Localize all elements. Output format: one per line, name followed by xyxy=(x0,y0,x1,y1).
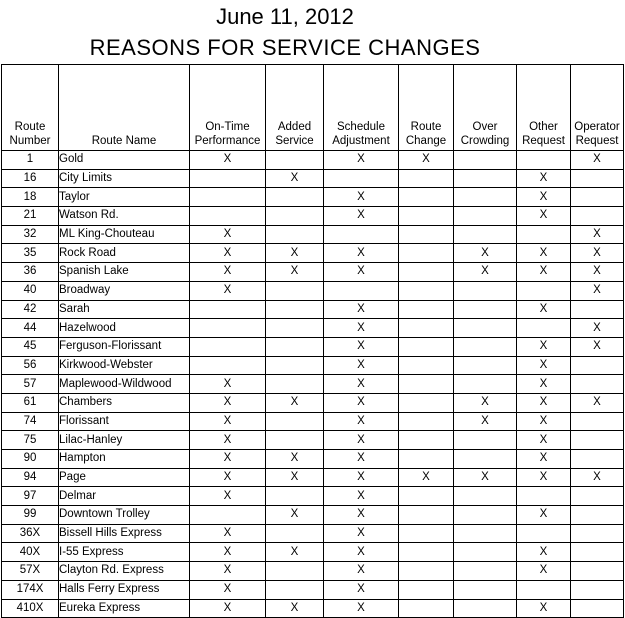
reason-mark-cell xyxy=(190,169,266,188)
reason-mark-cell xyxy=(454,337,517,356)
reason-mark-cell xyxy=(399,263,454,282)
reason-mark-cell xyxy=(399,487,454,506)
reason-mark-cell xyxy=(399,580,454,599)
reason-mark-cell: X xyxy=(190,225,266,244)
header-added-service: Added Service xyxy=(266,65,324,151)
reason-mark-cell: X xyxy=(454,468,517,487)
reason-mark-cell: X xyxy=(324,188,399,207)
reason-mark-cell xyxy=(571,169,624,188)
reason-mark-cell: X xyxy=(517,244,571,263)
route-name-cell: Ferguson-Florissant xyxy=(59,337,190,356)
route-number-cell: 42 xyxy=(2,300,59,319)
reason-mark-cell: X xyxy=(324,412,399,431)
table-row xyxy=(2,151,624,170)
reason-mark-cell xyxy=(454,524,517,543)
reason-mark-cell: X xyxy=(517,188,571,207)
table-row xyxy=(2,225,624,244)
route-name-cell: Spanish Lake xyxy=(59,263,190,282)
table-row xyxy=(2,393,624,412)
route-number-cell: 40 xyxy=(2,281,59,300)
reason-mark-cell xyxy=(324,281,399,300)
reason-mark-cell xyxy=(571,562,624,581)
route-number-cell: 45 xyxy=(2,337,59,356)
reason-mark-cell: X xyxy=(324,319,399,338)
reason-mark-cell: X xyxy=(517,506,571,525)
reason-mark-cell xyxy=(399,450,454,469)
reason-mark-cell: X xyxy=(517,412,571,431)
reason-mark-cell: X xyxy=(517,562,571,581)
reason-mark-cell xyxy=(454,375,517,394)
reason-mark-cell xyxy=(399,169,454,188)
route-number-cell: 36X xyxy=(2,524,59,543)
table-row xyxy=(2,244,624,263)
table-row xyxy=(2,356,624,375)
reason-mark-cell: X xyxy=(517,356,571,375)
header-row xyxy=(2,65,624,151)
reason-mark-cell: X xyxy=(266,169,324,188)
table-row xyxy=(2,562,624,581)
reason-mark-cell: X xyxy=(571,151,624,170)
reason-mark-cell xyxy=(571,207,624,226)
route-number-cell: 1 xyxy=(2,151,59,170)
reason-mark-cell xyxy=(517,580,571,599)
reason-mark-cell xyxy=(399,506,454,525)
reason-mark-cell xyxy=(399,412,454,431)
route-name-cell: Kirkwood-Webster xyxy=(59,356,190,375)
reason-mark-cell xyxy=(571,431,624,450)
table-body xyxy=(2,151,624,618)
reason-mark-cell xyxy=(399,281,454,300)
reason-mark-cell: X xyxy=(190,450,266,469)
reason-mark-cell xyxy=(266,225,324,244)
reason-mark-cell: X xyxy=(190,281,266,300)
reason-mark-cell: X xyxy=(517,393,571,412)
reason-mark-cell: X xyxy=(571,225,624,244)
reason-mark-cell: X xyxy=(324,300,399,319)
route-name-cell: Lilac-Hanley xyxy=(59,431,190,450)
reason-mark-cell xyxy=(454,151,517,170)
reason-mark-cell xyxy=(517,225,571,244)
reason-mark-cell: X xyxy=(517,450,571,469)
route-number-cell: 94 xyxy=(2,468,59,487)
reason-mark-cell: X xyxy=(571,468,624,487)
reason-mark-cell: X xyxy=(190,524,266,543)
reason-mark-cell: X xyxy=(517,599,571,618)
reason-mark-cell xyxy=(266,431,324,450)
header-on-time-performance: On-Time Performance xyxy=(190,65,266,151)
reason-mark-cell xyxy=(324,225,399,244)
reason-mark-cell: X xyxy=(399,468,454,487)
route-number-cell: 18 xyxy=(2,188,59,207)
table-row xyxy=(2,281,624,300)
header-other-request: Other Request xyxy=(517,65,571,151)
reason-mark-cell: X xyxy=(571,393,624,412)
table-row xyxy=(2,599,624,618)
reason-mark-cell xyxy=(399,225,454,244)
route-number-cell: 56 xyxy=(2,356,59,375)
table-row xyxy=(2,337,624,356)
reason-mark-cell: X xyxy=(517,169,571,188)
route-name-cell: Page xyxy=(59,468,190,487)
reason-mark-cell xyxy=(517,487,571,506)
reason-mark-cell xyxy=(454,225,517,244)
reason-mark-cell xyxy=(399,319,454,338)
reason-mark-cell xyxy=(571,188,624,207)
reason-mark-cell xyxy=(399,562,454,581)
reason-mark-cell xyxy=(399,300,454,319)
reason-mark-cell xyxy=(454,450,517,469)
reason-mark-cell: X xyxy=(571,337,624,356)
reason-mark-cell xyxy=(517,319,571,338)
reason-mark-cell: X xyxy=(324,375,399,394)
reason-mark-cell xyxy=(454,580,517,599)
reason-mark-cell: X xyxy=(324,207,399,226)
reason-mark-cell xyxy=(190,188,266,207)
table-row xyxy=(2,412,624,431)
route-name-cell: Florissant xyxy=(59,412,190,431)
reason-mark-cell xyxy=(517,151,571,170)
route-number-cell: 74 xyxy=(2,412,59,431)
reason-mark-cell: X xyxy=(571,281,624,300)
reason-mark-cell: X xyxy=(454,244,517,263)
header-route-name: Route Name xyxy=(59,65,190,151)
reason-mark-cell xyxy=(399,543,454,562)
reason-mark-cell: X xyxy=(324,506,399,525)
reason-mark-cell xyxy=(399,356,454,375)
table-row xyxy=(2,319,624,338)
route-number-cell: 75 xyxy=(2,431,59,450)
reason-mark-cell xyxy=(266,337,324,356)
reason-mark-cell xyxy=(399,599,454,618)
reason-mark-cell: X xyxy=(190,599,266,618)
document-title: REASONS FOR SERVICE CHANGES xyxy=(89,35,481,60)
table-row xyxy=(2,263,624,282)
document-date: June 11, 2012 xyxy=(216,4,354,29)
reason-mark-cell xyxy=(399,375,454,394)
reason-mark-cell xyxy=(454,300,517,319)
reason-mark-cell xyxy=(266,300,324,319)
reason-mark-cell xyxy=(517,281,571,300)
table-row xyxy=(2,468,624,487)
reason-mark-cell: X xyxy=(190,543,266,562)
reason-mark-cell: X xyxy=(324,356,399,375)
reason-mark-cell: X xyxy=(190,580,266,599)
reason-mark-cell: X xyxy=(324,543,399,562)
reason-mark-cell xyxy=(571,599,624,618)
reason-mark-cell: X xyxy=(190,375,266,394)
route-name-cell: Hampton xyxy=(59,450,190,469)
reason-mark-cell: X xyxy=(190,244,266,263)
reason-mark-cell xyxy=(454,169,517,188)
reason-mark-cell xyxy=(266,356,324,375)
reason-mark-cell: X xyxy=(517,375,571,394)
table-row xyxy=(2,487,624,506)
reason-mark-cell: X xyxy=(324,244,399,263)
reason-mark-cell xyxy=(266,281,324,300)
reason-mark-cell: X xyxy=(324,450,399,469)
reason-mark-cell: X xyxy=(324,580,399,599)
reason-mark-cell xyxy=(266,412,324,431)
route-number-cell: 57 xyxy=(2,375,59,394)
reason-mark-cell xyxy=(190,300,266,319)
table-row xyxy=(2,450,624,469)
reason-mark-cell: X xyxy=(571,263,624,282)
reason-mark-cell: X xyxy=(517,468,571,487)
reason-mark-cell xyxy=(190,207,266,226)
reason-mark-cell xyxy=(190,356,266,375)
reason-mark-cell xyxy=(399,207,454,226)
reason-mark-cell xyxy=(399,244,454,263)
reason-mark-cell xyxy=(454,487,517,506)
reason-mark-cell: X xyxy=(324,151,399,170)
reason-mark-cell: X xyxy=(190,393,266,412)
reason-mark-cell: X xyxy=(324,468,399,487)
reason-mark-cell: X xyxy=(266,393,324,412)
reason-mark-cell xyxy=(571,412,624,431)
route-name-cell: Taylor xyxy=(59,188,190,207)
reason-mark-cell xyxy=(266,207,324,226)
route-number-cell: 410X xyxy=(2,599,59,618)
reason-mark-cell xyxy=(571,356,624,375)
reason-mark-cell: X xyxy=(266,244,324,263)
reason-mark-cell: X xyxy=(266,450,324,469)
route-name-cell: Hazelwood xyxy=(59,319,190,338)
reason-mark-cell: X xyxy=(266,506,324,525)
table-row xyxy=(2,169,624,188)
header-route-change: Route Change xyxy=(399,65,454,151)
reason-mark-cell: X xyxy=(266,599,324,618)
reason-mark-cell xyxy=(266,151,324,170)
reason-mark-cell xyxy=(571,543,624,562)
route-number-cell: 35 xyxy=(2,244,59,263)
table-row xyxy=(2,580,624,599)
route-number-cell: 61 xyxy=(2,393,59,412)
reason-mark-cell xyxy=(454,356,517,375)
route-number-cell: 57X xyxy=(2,562,59,581)
reason-mark-cell xyxy=(399,337,454,356)
table-row xyxy=(2,375,624,394)
reason-mark-cell: X xyxy=(190,487,266,506)
reason-mark-cell xyxy=(454,562,517,581)
header-schedule-adjustment: Schedule Adjustment xyxy=(324,65,399,151)
service-changes-table xyxy=(1,64,624,618)
reason-mark-cell: X xyxy=(324,393,399,412)
reason-mark-cell xyxy=(399,393,454,412)
reason-mark-cell xyxy=(266,319,324,338)
reason-mark-cell xyxy=(266,524,324,543)
reason-mark-cell: X xyxy=(266,263,324,282)
reason-mark-cell: X xyxy=(190,431,266,450)
route-name-cell: Broadway xyxy=(59,281,190,300)
route-name-cell: Chambers xyxy=(59,393,190,412)
reason-mark-cell: X xyxy=(454,412,517,431)
route-number-cell: 32 xyxy=(2,225,59,244)
header-operator-request: Operator Request xyxy=(571,65,624,151)
route-name-cell: Clayton Rd. Express xyxy=(59,562,190,581)
reason-mark-cell xyxy=(190,337,266,356)
reason-mark-cell: X xyxy=(571,319,624,338)
table-row xyxy=(2,207,624,226)
reason-mark-cell xyxy=(454,431,517,450)
route-name-cell: Delmar xyxy=(59,487,190,506)
reason-mark-cell xyxy=(454,319,517,338)
reason-mark-cell xyxy=(571,375,624,394)
route-name-cell: ML King-Chouteau xyxy=(59,225,190,244)
table-row xyxy=(2,506,624,525)
reason-mark-cell xyxy=(454,543,517,562)
reason-mark-cell xyxy=(571,300,624,319)
route-name-cell: Eureka Express xyxy=(59,599,190,618)
reason-mark-cell: X xyxy=(517,300,571,319)
reason-mark-cell: X xyxy=(266,468,324,487)
route-name-cell: City Limits xyxy=(59,169,190,188)
reason-mark-cell xyxy=(266,375,324,394)
reason-mark-cell: X xyxy=(190,562,266,581)
route-number-cell: 40X xyxy=(2,543,59,562)
reason-mark-cell xyxy=(190,319,266,338)
table-row xyxy=(2,300,624,319)
route-name-cell: Gold xyxy=(59,151,190,170)
route-name-cell: Maplewood-Wildwood xyxy=(59,375,190,394)
reason-mark-cell xyxy=(266,580,324,599)
route-number-cell: 174X xyxy=(2,580,59,599)
route-number-cell: 90 xyxy=(2,450,59,469)
reason-mark-cell xyxy=(454,207,517,226)
reason-mark-cell xyxy=(399,188,454,207)
route-number-cell: 21 xyxy=(2,207,59,226)
reason-mark-cell xyxy=(324,169,399,188)
header-route-number: Route Number xyxy=(2,65,59,151)
route-name-cell: Rock Road xyxy=(59,244,190,263)
reason-mark-cell xyxy=(399,524,454,543)
reason-mark-cell: X xyxy=(324,562,399,581)
route-number-cell: 36 xyxy=(2,263,59,282)
reason-mark-cell: X xyxy=(517,543,571,562)
table-row xyxy=(2,431,624,450)
reason-mark-cell xyxy=(266,562,324,581)
route-name-cell: Watson Rd. xyxy=(59,207,190,226)
reason-mark-cell xyxy=(454,506,517,525)
reason-mark-cell xyxy=(266,487,324,506)
reason-mark-cell: X xyxy=(399,151,454,170)
reason-mark-cell: X xyxy=(324,524,399,543)
reason-mark-cell: X xyxy=(454,393,517,412)
reason-mark-cell xyxy=(571,524,624,543)
reason-mark-cell: X xyxy=(190,263,266,282)
reason-mark-cell xyxy=(454,188,517,207)
reason-mark-cell xyxy=(190,506,266,525)
reason-mark-cell: X xyxy=(324,337,399,356)
route-name-cell: Halls Ferry Express xyxy=(59,580,190,599)
route-name-cell: Downtown Trolley xyxy=(59,506,190,525)
reason-mark-cell: X xyxy=(324,263,399,282)
reason-mark-cell xyxy=(454,599,517,618)
reason-mark-cell: X xyxy=(190,468,266,487)
reason-mark-cell: X xyxy=(517,207,571,226)
reason-mark-cell: X xyxy=(324,487,399,506)
route-number-cell: 97 xyxy=(2,487,59,506)
reason-mark-cell: X xyxy=(454,263,517,282)
reason-mark-cell: X xyxy=(517,431,571,450)
route-number-cell: 16 xyxy=(2,169,59,188)
table-row xyxy=(2,188,624,207)
reason-mark-cell: X xyxy=(266,543,324,562)
reason-mark-cell: X xyxy=(324,431,399,450)
reason-mark-cell: X xyxy=(190,151,266,170)
reason-mark-cell: X xyxy=(517,263,571,282)
route-name-cell: Bissell Hills Express xyxy=(59,524,190,543)
reason-mark-cell xyxy=(571,580,624,599)
reason-mark-cell xyxy=(571,487,624,506)
reason-mark-cell: X xyxy=(571,244,624,263)
route-name-cell: Sarah xyxy=(59,300,190,319)
reason-mark-cell: X xyxy=(190,412,266,431)
route-number-cell: 44 xyxy=(2,319,59,338)
route-name-cell: I-55 Express xyxy=(59,543,190,562)
table-row xyxy=(2,524,624,543)
table-row xyxy=(2,543,624,562)
reason-mark-cell xyxy=(454,281,517,300)
reason-mark-cell xyxy=(517,524,571,543)
reason-mark-cell xyxy=(571,450,624,469)
reason-mark-cell xyxy=(266,188,324,207)
reason-mark-cell xyxy=(399,431,454,450)
reason-mark-cell xyxy=(571,506,624,525)
reason-mark-cell: X xyxy=(517,337,571,356)
header-over-crowding: Over Crowding xyxy=(454,65,517,151)
route-number-cell: 99 xyxy=(2,506,59,525)
reason-mark-cell: X xyxy=(324,599,399,618)
